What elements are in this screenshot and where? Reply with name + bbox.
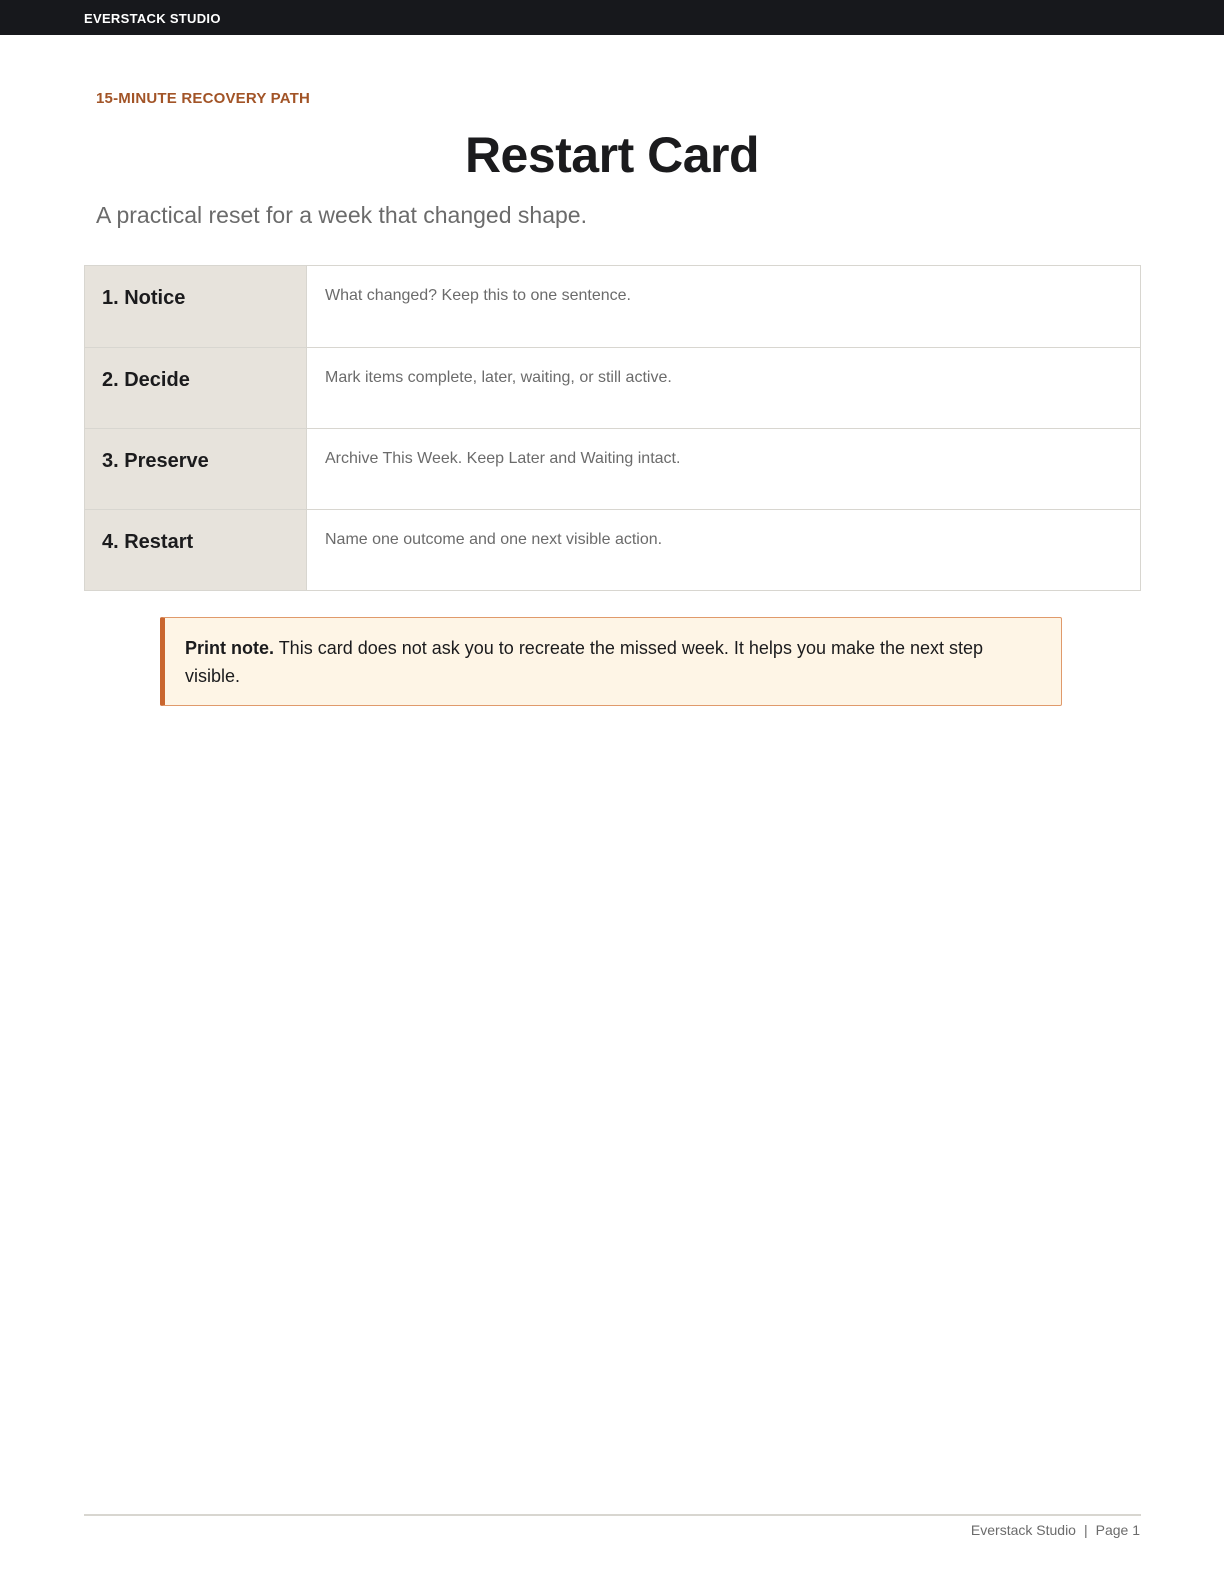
step-label: 1. Notice xyxy=(85,266,307,347)
print-note xyxy=(160,617,1062,706)
page-subtitle: A practical reset for a week that changed shape. xyxy=(96,202,587,228)
footer-page-number: Page 1 xyxy=(1095,1522,1140,1538)
footer xyxy=(971,1522,1140,1538)
brand-name: EVERSTACK STUDIO xyxy=(84,11,221,26)
step-text: What changed? Keep this to one sentence. xyxy=(307,266,1140,347)
steps-table xyxy=(84,265,1141,591)
step-row-preserve xyxy=(85,428,1140,509)
step-label: 3. Preserve xyxy=(85,429,307,509)
step-text: Mark items complete, later, waiting, or still active. xyxy=(307,348,1140,428)
step-text: Archive This Week. Keep Later and Waiting intact. xyxy=(307,429,1140,509)
footer-divider xyxy=(84,1514,1141,1516)
step-label: 4. Restart xyxy=(85,510,307,590)
step-row-restart xyxy=(85,509,1140,590)
print-note-lead: Print note. xyxy=(185,638,274,658)
top-bar xyxy=(0,0,1224,35)
step-row-notice xyxy=(85,266,1140,347)
step-label: 2. Decide xyxy=(85,348,307,428)
footer-studio: Everstack Studio xyxy=(970,1522,1076,1538)
footer-separator: | xyxy=(1083,1522,1088,1538)
eyebrow-label: 15-MINUTE RECOVERY PATH xyxy=(96,90,311,107)
print-note-body: This card does not ask you to recreate the missed week. It helps you make the next step visible. xyxy=(185,638,984,686)
page-title: Restart Card xyxy=(464,127,760,183)
step-row-decide xyxy=(85,347,1140,428)
step-text: Name one outcome and one next visible action. xyxy=(307,510,1140,590)
